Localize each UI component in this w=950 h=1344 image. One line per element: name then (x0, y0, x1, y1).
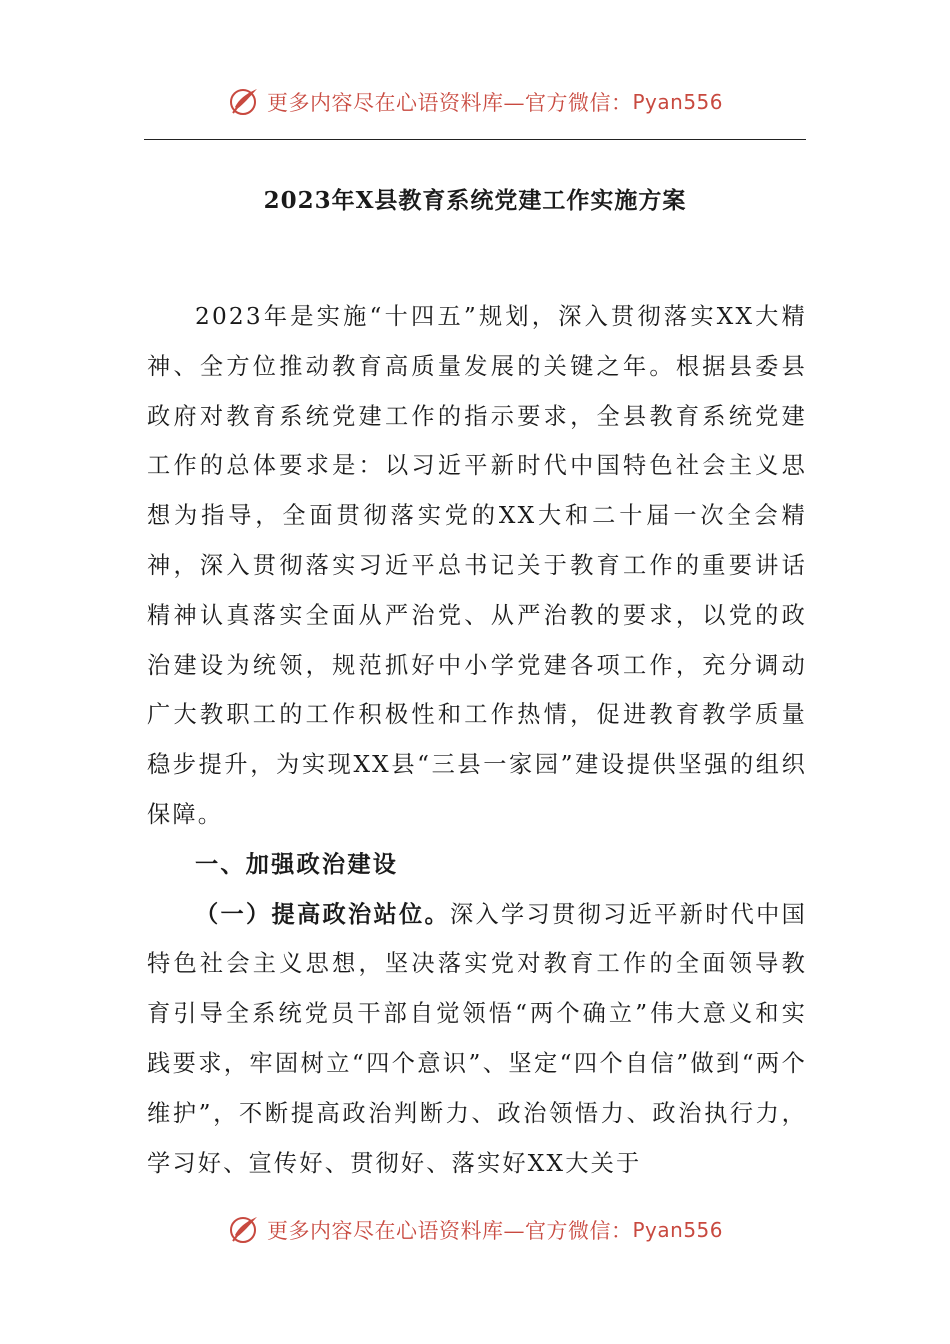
subsection-text: 深入学习贯彻习近平新时代中国特色社会主义思想，坚决落实党对教育工作的全面领导教育引导全系统党员干部自觉领悟“两个确立”伟大意义和实践要求，牢固树立“四个意识”、坚定“四个自信”做到“两个维护”，不断提高政治判断力、政治领悟力、政治执行力，学习好、宣传好、贯彻好、落实好XX大关于 (147, 900, 807, 1177)
watermark-text: 更多内容尽在心语资料库—官方微信： (266, 1219, 633, 1243)
watermark-id: Pyan556 (632, 1218, 723, 1242)
quill-logo-icon (227, 1213, 261, 1247)
document-body (147, 292, 807, 1188)
intro-paragraph: 2023年是实施“十四五”规划，深入贯彻落实XX大精神、全方位推动教育高质量发展的关键之年。根据县委县政府对教育系统党建工作的指示要求，全县教育系统党建工作的总体要求是：以习近平新时代中国特色社会主义思想为指导，全面贯彻落实党的XX大和二十届一次全会精神，深入贯彻落实习近平总书记关于教育工作的重要讲话精神认真落实全面从严治党、从严治教的要求，以党的政治建设为统领，规范抓好中小学党建各项工作，充分调动广大教职工的工作积极性和工作热情，促进教育教学质量稳步提升，为实现XX县“三县一家园”建设提供坚强的组织保障。 (147, 303, 807, 828)
section-heading: 一、加强政治建设 (195, 850, 399, 878)
watermark-id: Pyan556 (632, 90, 723, 114)
header-divider (144, 139, 806, 140)
quill-logo-icon (227, 85, 261, 119)
subsection-paragraph (147, 890, 807, 1189)
watermark-header (0, 82, 950, 122)
watermark-footer (0, 1210, 950, 1250)
subsection-label: （一）提高政治站位。 (195, 900, 451, 928)
page-title: 2023年X县教育系统党建工作实施方案 (263, 187, 687, 214)
watermark-text: 更多内容尽在心语资料库—官方微信： (266, 91, 633, 115)
